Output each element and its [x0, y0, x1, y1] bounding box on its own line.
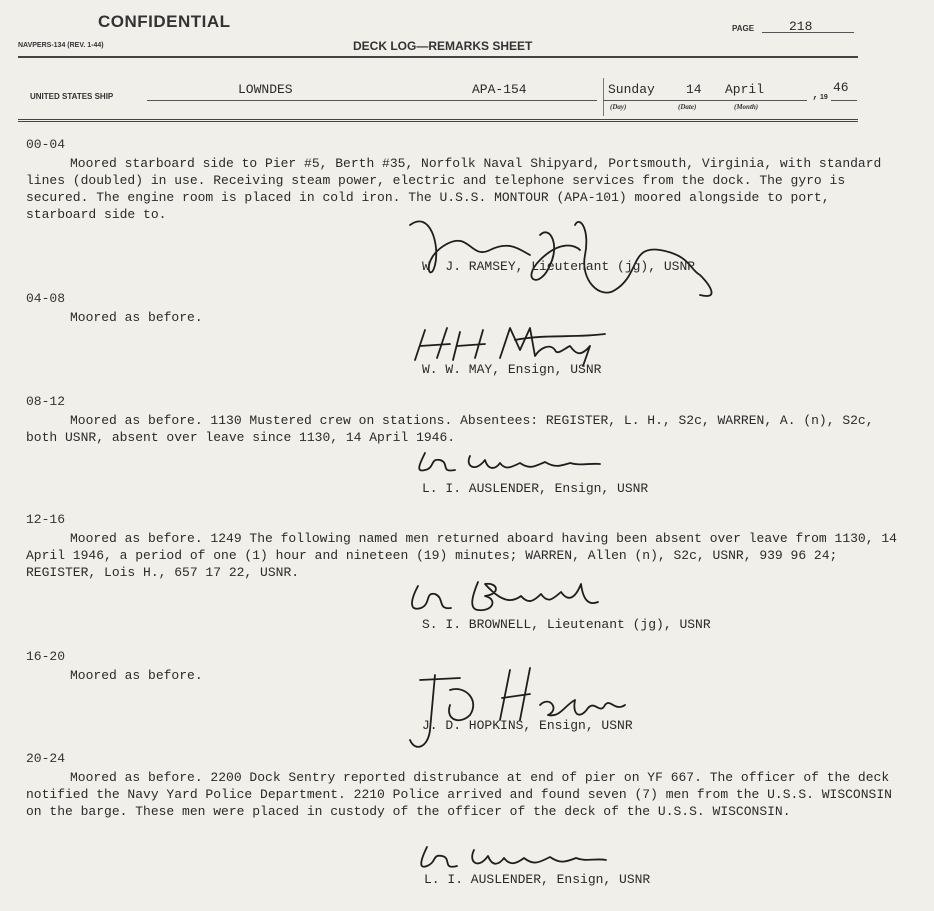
classification-stamp: CONFIDENTIAL — [98, 12, 231, 31]
header-rule-bottom-double — [18, 121, 858, 122]
year-line — [831, 100, 857, 101]
officer-signature-12-16: S. I. BROWNELL, Lieutenant (jg), USNR — [422, 617, 711, 632]
officer-signature-04-08: W. W. MAY, Ensign, USNR — [422, 362, 602, 377]
month-caption: (Month) — [734, 103, 759, 111]
watch-remarks-16-20: Moored as before. — [70, 668, 203, 683]
watch-remarks-00-04: Moored starboard side to Pier #5, Berth #35, Norfolk Naval Shipyard, Portsmouth, Virginia, with standard lines (doubled) in use. Receiving steam power, electric and telephone services from the dock. The gyro is secured. The engine room is placed in cold iron. The U.S.S. MONTOUR (APA-101) moored alongside to port, starboard side to. — [26, 156, 882, 222]
watch-period-16-20: 16-20 — [26, 649, 66, 664]
ship-label: UNITED STATES SHIP — [30, 92, 114, 101]
ship-name-line — [147, 100, 597, 101]
signature-auslender-1 — [410, 448, 610, 478]
officer-signature-00-04: W. J. RAMSEY, Lieutenant (jg), USNR — [422, 259, 696, 274]
header-rule-bottom — [18, 119, 858, 120]
year-comma: , — [812, 88, 820, 102]
form-number: NAVPERS-134 (REV. 1-44) — [18, 42, 104, 49]
watch-period-00-04: 00-04 — [26, 137, 66, 152]
officer-signature-08-12: L. I. AUSLENDER, Ensign, USNR — [422, 481, 649, 496]
log-month: April — [725, 82, 765, 97]
watch-period-12-16: 12-16 — [26, 512, 66, 527]
date-divider — [603, 78, 604, 116]
date-caption: (Date) — [678, 103, 697, 111]
log-date: 14 — [686, 82, 702, 97]
log-day: Sunday — [608, 82, 655, 97]
sheet-title: DECK LOG—REMARKS SHEET — [353, 39, 533, 53]
ship-hull-code: APA-154 — [472, 82, 527, 97]
officer-signature-20-24: L. I. AUSLENDER, Ensign, USNR — [424, 872, 651, 887]
watch-remarks-20-24: Moored as before. 2200 Dock Sentry reported distrubance at end of pier on YF 667. The officer of the deck notified the Navy Yard Police Department. 2210 Police arrived and found seven (7) men from the U.S.S. WISCONSIN on the barge. These men were placed in custody of the officer of the deck of the U.S.S. WISCONSIN. — [26, 770, 892, 819]
day-caption: (Day) — [610, 103, 627, 111]
page-label: PAGE — [732, 24, 755, 33]
watch-period-08-12: 08-12 — [26, 394, 66, 409]
signature-auslender-2 — [412, 842, 612, 874]
watch-period-04-08: 04-08 — [26, 291, 66, 306]
header-rule-top — [18, 56, 858, 58]
ship-name: LOWNDES — [238, 82, 293, 97]
date-line — [603, 100, 807, 101]
watch-remarks-08-12: Moored as before. 1130 Mustered crew on stations. Absentees: REGISTER, L. H., S2c, WARREN, A. (n), S2c, both USNR, absent over leave since 1130, 14 April 1946. — [26, 413, 874, 445]
officer-signature-16-20: J. D. HOPKINS, Ensign, USNR — [422, 718, 633, 733]
watch-remarks-04-08: Moored as before. — [70, 310, 203, 325]
year-prefix: 19 — [820, 94, 828, 101]
page-number: 218 — [789, 19, 813, 34]
log-year: 46 — [833, 80, 849, 95]
watch-remarks-12-16: Moored as before. 1249 The following named men returned aboard having been absent over leave from 1130, 14 April 1946, a period of one (1) hour and nineteen (19) minutes; WARREN, Allen (n), S2c, USNR, 939 96 24; REGISTER, Lois H., 657 17 22, USNR. — [26, 531, 897, 580]
watch-period-20-24: 20-24 — [26, 751, 66, 766]
